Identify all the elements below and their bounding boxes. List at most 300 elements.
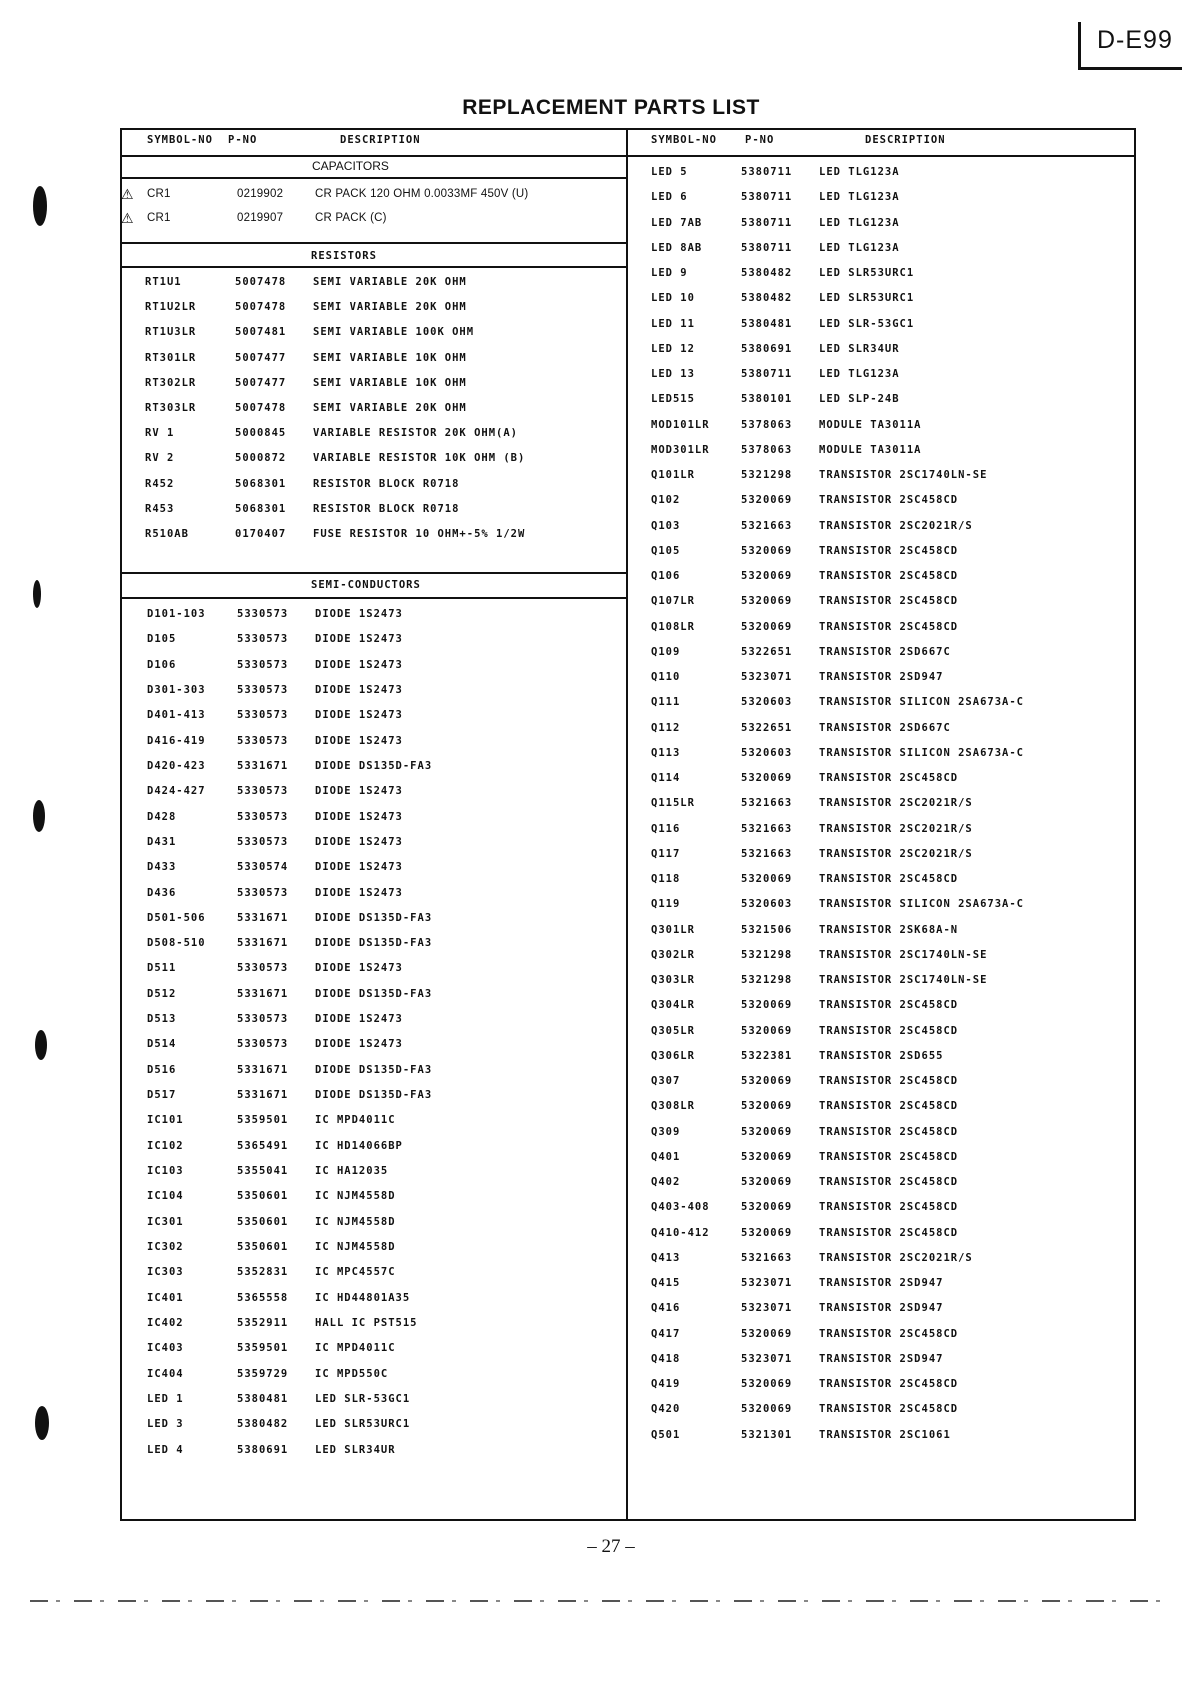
resistors-rule-bottom	[120, 266, 626, 268]
symbol-cell: IC303	[147, 1266, 184, 1279]
symbol-cell: R452	[145, 477, 175, 490]
description-cell: IC MPD4011C	[315, 1342, 396, 1355]
symbol-cell: Q116	[651, 822, 681, 835]
part-number-cell: 5330573	[237, 683, 289, 696]
symbol-cell: CR1	[147, 188, 171, 200]
symbol-cell: MOD301LR	[651, 443, 710, 456]
page-number: – 27 –	[587, 1536, 635, 1557]
symbol-cell: RT303LR	[145, 402, 197, 414]
symbol-cell: LED 13	[651, 368, 695, 380]
description-cell: DIODE 1S2473	[315, 1038, 403, 1051]
description-cell: LED SLR-53GC1	[819, 317, 915, 330]
part-number-cell: 5380711	[741, 216, 793, 229]
description-cell: TRANSISTOR 2SC458CD	[819, 1100, 959, 1113]
description-cell: SEMI VARIABLE 10K OHM	[313, 376, 467, 389]
description-cell: RESISTOR BLOCK R0718	[313, 477, 460, 490]
part-number-cell: 5359501	[237, 1342, 289, 1355]
part-number-cell: 5380101	[741, 393, 793, 406]
part-number-cell: 5330573	[237, 709, 289, 722]
symbol-cell: Q108LR	[651, 620, 695, 633]
symbol-cell: D431	[147, 835, 177, 848]
symbol-cell: RV 2	[145, 452, 175, 465]
symbol-cell: Q118	[651, 873, 681, 885]
part-number-cell: 5320069	[741, 1125, 793, 1138]
part-number-cell: 5007477	[235, 376, 287, 389]
symbol-cell: Q103	[651, 519, 681, 532]
description-cell: TRANSISTOR 2SD667C	[819, 721, 951, 734]
part-number-cell: 5322381	[741, 1049, 793, 1062]
description-cell: TRANSISTOR 2SC458CD	[819, 1024, 959, 1037]
symbol-cell: Q308LR	[651, 1100, 695, 1113]
part-number-cell: 5320069	[741, 1327, 793, 1340]
description-cell: CR PACK (C)	[315, 212, 387, 224]
description-cell: TRANSISTOR 2SC458CD	[819, 570, 959, 582]
description-cell: SEMI VARIABLE 10K OHM	[313, 351, 467, 364]
description-cell: TRANSISTOR 2SC2021R/S	[819, 797, 973, 810]
description-cell: DIODE DS135D-FA3	[315, 759, 433, 772]
right-header-symbol: SYMBOL-NO	[651, 134, 717, 146]
part-number-cell: 5321663	[741, 822, 793, 835]
part-number-cell: 5007478	[235, 402, 287, 414]
part-number-cell: 5321298	[741, 469, 793, 481]
symbol-cell: RT1U1	[145, 276, 182, 288]
symbol-cell: Q115LR	[651, 797, 695, 810]
description-cell: TRANSISTOR 2SD947	[819, 1302, 944, 1315]
symbol-cell: LED 8AB	[651, 241, 703, 254]
part-number-cell: 5352911	[237, 1316, 289, 1329]
description-cell: LED SLR34UR	[315, 1443, 396, 1456]
part-number-cell: 5355041	[237, 1165, 289, 1178]
symbol-cell: LED 7AB	[651, 216, 703, 229]
symbol-cell: Q306LR	[651, 1049, 695, 1062]
symbol-cell: RT302LR	[145, 376, 197, 389]
description-cell: LED TLG123A	[819, 166, 900, 178]
symbol-cell: D516	[147, 1063, 177, 1076]
description-cell: TRANSISTOR 2SC458CD	[819, 620, 959, 633]
symbol-cell: Q416	[651, 1302, 681, 1315]
part-number-cell: 5320069	[741, 1176, 793, 1188]
symbol-cell: R453	[145, 502, 175, 515]
part-number-cell: 5350601	[237, 1241, 289, 1253]
symbol-cell: D420-423	[147, 759, 206, 772]
description-cell: DIODE 1S2473	[315, 785, 403, 798]
part-number-cell: 5331671	[237, 911, 289, 924]
description-cell: TRANSISTOR 2SC1740LN-SE	[819, 469, 988, 481]
description-cell: TRANSISTOR 2SC458CD	[819, 873, 959, 885]
symbol-cell: Q403-408	[651, 1201, 710, 1214]
part-number-cell: 5331671	[237, 759, 289, 772]
capacitors-rule	[120, 177, 626, 179]
part-number-cell: 5330573	[237, 1038, 289, 1051]
part-number-cell: 5330573	[237, 835, 289, 848]
symbol-cell: Q119	[651, 898, 681, 911]
symbol-cell: Q309	[651, 1125, 681, 1138]
description-cell: SEMI VARIABLE 100K OHM	[313, 326, 475, 339]
description-cell: TRANSISTOR 2SK68A-N	[819, 923, 959, 936]
header-rule	[120, 155, 1136, 157]
part-number-cell: 5320069	[741, 1226, 793, 1239]
part-number-cell: 5322651	[741, 721, 793, 734]
part-number-cell: 0219902	[237, 188, 284, 200]
symbol-cell: Q501	[651, 1428, 681, 1441]
description-cell: DIODE DS135D-FA3	[315, 987, 433, 1000]
part-number-cell: 5330573	[237, 658, 289, 671]
description-cell: SEMI VARIABLE 20K OHM	[313, 402, 467, 414]
symbol-cell: IC301	[147, 1215, 184, 1228]
description-cell: DIODE 1S2473	[315, 608, 403, 620]
symbol-cell: Q417	[651, 1327, 681, 1340]
symbol-cell: Q303LR	[651, 974, 695, 986]
symbol-cell: LED 12	[651, 342, 695, 355]
part-number-cell: 5321506	[741, 923, 793, 936]
description-cell: CR PACK 120 OHM 0.0033MF 450V (U)	[315, 188, 529, 200]
part-number-cell: 5068301	[235, 502, 287, 515]
part-number-cell: 0170407	[235, 528, 287, 540]
description-cell: LED SLR53URC1	[315, 1418, 411, 1431]
symbol-cell: CR1	[147, 212, 171, 224]
description-cell: DIODE DS135D-FA3	[315, 911, 433, 924]
part-number-cell: 5321298	[741, 974, 793, 986]
description-cell: RESISTOR BLOCK R0718	[313, 502, 460, 515]
part-number-cell: 5320069	[741, 570, 793, 582]
description-cell: DIODE DS135D-FA3	[315, 1089, 433, 1102]
page-title: REPLACEMENT PARTS LIST	[462, 96, 760, 119]
symbol-cell: LED 4	[147, 1443, 184, 1456]
part-number-cell: 5320069	[741, 1150, 793, 1163]
part-number-cell: 5352831	[237, 1266, 289, 1279]
description-cell: TRANSISTOR SILICON 2SA673A-C	[819, 746, 1025, 759]
part-number-cell: 5330574	[237, 861, 289, 874]
part-number-cell: 5321663	[741, 1251, 793, 1264]
symbol-cell: Q410-412	[651, 1226, 710, 1239]
left-header-description: DESCRIPTION	[340, 134, 421, 146]
part-number-cell: 5380482	[237, 1418, 289, 1431]
model-code-tag	[1078, 22, 1182, 70]
part-number-cell: 5365558	[237, 1291, 289, 1304]
symbol-cell: IC404	[147, 1367, 184, 1380]
symbol-cell: LED 9	[651, 267, 688, 279]
symbol-cell: D428	[147, 810, 177, 823]
description-cell: TRANSISTOR 2SD947	[819, 671, 944, 683]
part-number-cell: 5320069	[741, 544, 793, 557]
description-cell: DIODE 1S2473	[315, 886, 403, 899]
description-cell: DIODE 1S2473	[315, 683, 403, 696]
description-cell: TRANSISTOR 2SC458CD	[819, 595, 959, 608]
symbol-cell: LED 1	[147, 1392, 184, 1405]
part-number-cell: 5380481	[237, 1392, 289, 1405]
part-number-cell: 5007478	[235, 301, 287, 314]
resistors-rule-top	[120, 242, 626, 244]
symbol-cell: D416-419	[147, 734, 206, 747]
symbol-cell: Q111	[651, 696, 681, 709]
part-number-cell: 5380482	[741, 267, 793, 279]
part-number-cell: 5330573	[237, 608, 289, 620]
description-cell: DIODE 1S2473	[315, 734, 403, 747]
description-cell: IC NJM4558D	[315, 1241, 396, 1253]
part-number-cell: 5321663	[741, 847, 793, 860]
description-cell: VARIABLE RESISTOR 20K OHM(A)	[313, 427, 519, 440]
symbol-cell: Q112	[651, 721, 681, 734]
symbol-cell: LED 5	[651, 166, 688, 178]
part-number-cell: 5331671	[237, 937, 289, 950]
description-cell: TRANSISTOR 2SC458CD	[819, 772, 959, 784]
part-number-cell: 5323071	[741, 1277, 793, 1289]
symbol-cell: IC104	[147, 1190, 184, 1203]
part-number-cell: 5068301	[235, 477, 287, 490]
description-cell: TRANSISTOR 2SC1061	[819, 1428, 951, 1441]
part-number-cell: 5320069	[741, 620, 793, 633]
description-cell: LED TLG123A	[819, 368, 900, 380]
part-number-cell: 5330573	[237, 810, 289, 823]
symbol-cell: Q114	[651, 772, 681, 784]
description-cell: IC MPD4011C	[315, 1114, 396, 1127]
symbol-cell: D517	[147, 1089, 177, 1102]
symbol-cell: LED 10	[651, 292, 695, 305]
part-number-cell: 5359501	[237, 1114, 289, 1127]
symbol-cell: Q110	[651, 671, 681, 683]
description-cell: DIODE 1S2473	[315, 709, 403, 722]
description-cell: IC HD44801A35	[315, 1291, 411, 1304]
description-cell: DIODE 1S2473	[315, 835, 403, 848]
description-cell: IC NJM4558D	[315, 1215, 396, 1228]
description-cell: TRANSISTOR 2SC458CD	[819, 999, 959, 1012]
symbol-cell: D105	[147, 633, 177, 646]
symbol-cell: Q415	[651, 1277, 681, 1289]
symbol-cell: Q107LR	[651, 595, 695, 608]
symbol-cell: Q101LR	[651, 469, 695, 481]
description-cell: TRANSISTOR 2SD667C	[819, 645, 951, 658]
part-number-cell: 5365491	[237, 1139, 289, 1152]
warning-icon: ⚠	[121, 187, 135, 203]
part-number-cell: 5320069	[741, 595, 793, 608]
symbol-cell: Q402	[651, 1176, 681, 1188]
symbol-cell: D424-427	[147, 785, 206, 798]
semiconductors-title: SEMI-CONDUCTORS	[311, 579, 421, 591]
binder-hole-mark	[35, 1030, 47, 1060]
description-cell: TRANSISTOR 2SC1740LN-SE	[819, 948, 988, 961]
symbol-cell: Q106	[651, 570, 681, 582]
part-number-cell: 5321301	[741, 1428, 793, 1441]
description-cell: DIODE DS135D-FA3	[315, 1063, 433, 1076]
binder-hole-mark	[35, 1406, 49, 1440]
symbol-cell: D513	[147, 1013, 177, 1026]
part-number-cell: 5380711	[741, 166, 793, 178]
part-number-cell: 5320069	[741, 1201, 793, 1214]
symbol-cell: IC401	[147, 1291, 184, 1304]
symbol-cell: Q305LR	[651, 1024, 695, 1037]
part-number-cell: 5000872	[235, 452, 287, 465]
description-cell: TRANSISTOR SILICON 2SA673A-C	[819, 696, 1025, 709]
symbol-cell: LED 6	[651, 191, 688, 204]
description-cell: SEMI VARIABLE 20K OHM	[313, 301, 467, 314]
right-header-pno: P-NO	[745, 134, 775, 146]
column-divider	[626, 128, 628, 1521]
part-number-cell: 5330573	[237, 633, 289, 646]
part-number-cell: 5320069	[741, 1378, 793, 1390]
description-cell: IC HD14066BP	[315, 1139, 403, 1152]
symbol-cell: D436	[147, 886, 177, 899]
part-number-cell: 5320069	[741, 1075, 793, 1087]
part-number-cell: 5000845	[235, 427, 287, 440]
description-cell: TRANSISTOR 2SD655	[819, 1049, 944, 1062]
symbol-cell: Q307	[651, 1075, 681, 1087]
symbol-cell: D401-413	[147, 709, 206, 722]
description-cell: TRANSISTOR 2SD947	[819, 1277, 944, 1289]
description-cell: TRANSISTOR 2SD947	[819, 1352, 944, 1365]
capacitors-title: CAPACITORS	[312, 159, 389, 173]
symbol-cell: Q109	[651, 645, 681, 658]
semiconductors-rule-top	[120, 572, 626, 574]
part-number-cell: 5380711	[741, 368, 793, 380]
description-cell: FUSE RESISTOR 10 OHM+-5% 1/2W	[313, 528, 526, 540]
description-cell: TRANSISTOR SILICON 2SA673A-C	[819, 898, 1025, 911]
left-header-pno: P-NO	[228, 134, 258, 146]
symbol-cell: Q102	[651, 494, 681, 507]
description-cell: DIODE DS135D-FA3	[315, 937, 433, 950]
symbol-cell: D514	[147, 1038, 177, 1051]
description-cell: TRANSISTOR 2SC458CD	[819, 1327, 959, 1340]
description-cell: LED SLP-24B	[819, 393, 900, 406]
binder-hole-mark	[33, 800, 45, 832]
part-number-cell: 5007481	[235, 326, 287, 339]
binder-hole-mark	[33, 186, 47, 226]
description-cell: DIODE 1S2473	[315, 633, 403, 646]
symbol-cell: Q419	[651, 1378, 681, 1390]
symbol-cell: Q105	[651, 544, 681, 557]
symbol-cell: D433	[147, 861, 177, 874]
part-number-cell: 5320069	[741, 494, 793, 507]
description-cell: DIODE 1S2473	[315, 1013, 403, 1026]
description-cell: TRANSISTOR 2SC458CD	[819, 1226, 959, 1239]
symbol-cell: IC101	[147, 1114, 184, 1127]
part-number-cell: 5320603	[741, 746, 793, 759]
symbol-cell: IC402	[147, 1316, 184, 1329]
part-number-cell: 5350601	[237, 1190, 289, 1203]
symbol-cell: Q418	[651, 1352, 681, 1365]
symbol-cell: D101-103	[147, 608, 206, 620]
part-number-cell: 5378063	[741, 443, 793, 456]
part-number-cell: 5331671	[237, 987, 289, 1000]
symbol-cell: Q413	[651, 1251, 681, 1264]
symbol-cell: MOD101LR	[651, 418, 710, 431]
part-number-cell: 5380711	[741, 241, 793, 254]
symbol-cell: D511	[147, 962, 177, 975]
description-cell: TRANSISTOR 2SC2021R/S	[819, 847, 973, 860]
description-cell: TRANSISTOR 2SC458CD	[819, 1201, 959, 1214]
part-number-cell: 5007477	[235, 351, 287, 364]
part-number-cell: 5320603	[741, 696, 793, 709]
symbol-cell: IC103	[147, 1165, 184, 1178]
semiconductors-rule-bottom	[120, 597, 626, 599]
part-number-cell: 5320069	[741, 1403, 793, 1416]
part-number-cell: 5321298	[741, 948, 793, 961]
description-cell: LED TLG123A	[819, 191, 900, 204]
symbol-cell: Q301LR	[651, 923, 695, 936]
part-number-cell: 5320069	[741, 1100, 793, 1113]
resistors-title: RESISTORS	[311, 250, 377, 262]
symbol-cell: D301-303	[147, 683, 206, 696]
part-number-cell: 5380691	[741, 342, 793, 355]
symbol-cell: LED515	[651, 393, 695, 406]
symbol-cell: Q117	[651, 847, 681, 860]
part-number-cell: 5330573	[237, 962, 289, 975]
symbol-cell: RT1U2LR	[145, 301, 197, 314]
symbol-cell: IC302	[147, 1241, 184, 1253]
description-cell: TRANSISTOR 2SC458CD	[819, 544, 959, 557]
description-cell: TRANSISTOR 2SC458CD	[819, 1378, 959, 1390]
part-number-cell: 5331671	[237, 1063, 289, 1076]
part-number-cell: 5007478	[235, 276, 287, 288]
description-cell: LED SLR34UR	[819, 342, 900, 355]
description-cell: TRANSISTOR 2SC458CD	[819, 494, 959, 507]
part-number-cell: 5350601	[237, 1215, 289, 1228]
symbol-cell: RV 1	[145, 427, 175, 440]
description-cell: TRANSISTOR 2SC1740LN-SE	[819, 974, 988, 986]
right-header-description: DESCRIPTION	[865, 134, 946, 146]
description-cell: TRANSISTOR 2SC2021R/S	[819, 519, 973, 532]
part-number-cell: 5380481	[741, 317, 793, 330]
description-cell: TRANSISTOR 2SC458CD	[819, 1403, 959, 1416]
symbol-cell: Q420	[651, 1403, 681, 1416]
symbol-cell: RT1U3LR	[145, 326, 197, 339]
description-cell: IC HA12035	[315, 1165, 389, 1178]
description-cell: IC MPC4557C	[315, 1266, 396, 1279]
part-number-cell: 5323071	[741, 671, 793, 683]
part-number-cell: 5330573	[237, 1013, 289, 1026]
symbol-cell: D106	[147, 658, 177, 671]
symbol-cell: D508-510	[147, 937, 206, 950]
description-cell: SEMI VARIABLE 20K OHM	[313, 276, 467, 288]
description-cell: LED TLG123A	[819, 216, 900, 229]
symbol-cell: Q113	[651, 746, 681, 759]
part-number-cell: 5359729	[237, 1367, 289, 1380]
description-cell: TRANSISTOR 2SC458CD	[819, 1075, 959, 1087]
description-cell: LED SLR-53GC1	[315, 1392, 411, 1405]
description-cell: DIODE 1S2473	[315, 658, 403, 671]
description-cell: TRANSISTOR 2SC458CD	[819, 1125, 959, 1138]
part-number-cell: 5323071	[741, 1352, 793, 1365]
description-cell: IC NJM4558D	[315, 1190, 396, 1203]
part-number-cell: 5323071	[741, 1302, 793, 1315]
warning-icon: ⚠	[121, 211, 135, 227]
description-cell: TRANSISTOR 2SC2021R/S	[819, 822, 973, 835]
part-number-cell: 5330573	[237, 734, 289, 747]
part-number-cell: 5330573	[237, 886, 289, 899]
description-cell: IC MPD550C	[315, 1367, 389, 1380]
part-number-cell: 5320603	[741, 898, 793, 911]
description-cell: TRANSISTOR 2SC458CD	[819, 1176, 959, 1188]
left-header-symbol: SYMBOL-NO	[147, 134, 213, 146]
part-number-cell: 5380691	[237, 1443, 289, 1456]
symbol-cell: Q302LR	[651, 948, 695, 961]
scan-streak	[30, 1600, 1170, 1602]
part-number-cell: 5320069	[741, 1024, 793, 1037]
symbol-cell: IC403	[147, 1342, 184, 1355]
part-number-cell: 5320069	[741, 999, 793, 1012]
description-cell: LED SLR53URC1	[819, 292, 915, 305]
description-cell: TRANSISTOR 2SC2021R/S	[819, 1251, 973, 1264]
symbol-cell: IC102	[147, 1139, 184, 1152]
symbol-cell: D501-506	[147, 911, 206, 924]
part-number-cell: 5321663	[741, 519, 793, 532]
symbol-cell: R510AB	[145, 528, 189, 540]
part-number-cell: 5378063	[741, 418, 793, 431]
part-number-cell: 5320069	[741, 772, 793, 784]
description-cell: DIODE 1S2473	[315, 962, 403, 975]
description-cell: LED SLR53URC1	[819, 267, 915, 279]
part-number-cell: 5380711	[741, 191, 793, 204]
description-cell: DIODE 1S2473	[315, 861, 403, 874]
